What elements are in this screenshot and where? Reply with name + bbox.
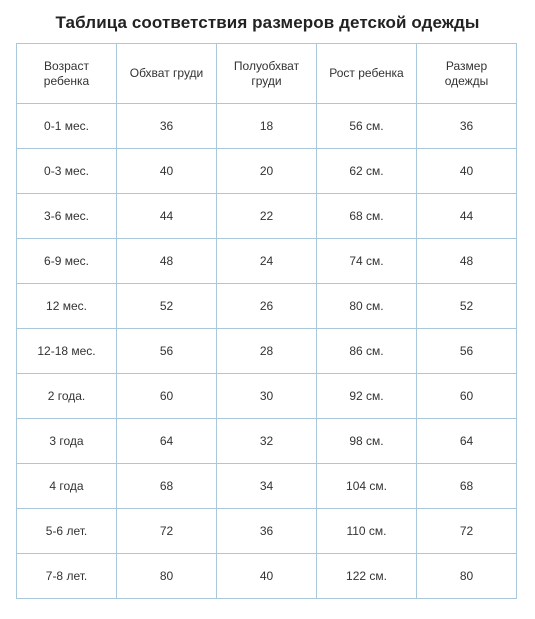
cell-age: 3 года [17, 419, 117, 464]
header-half-chest-line2: груди [251, 73, 282, 88]
cell-chest: 52 [117, 284, 217, 329]
cell-height: 68 см. [317, 194, 417, 239]
cell-age: 2 года. [17, 374, 117, 419]
cell-age: 4 года [17, 464, 117, 509]
cell-age: 0-1 мес. [17, 104, 117, 149]
header-height-line1: Рост ребенка [329, 66, 404, 80]
cell-age: 3-6 мес. [17, 194, 117, 239]
table-body [17, 104, 517, 599]
header-clothing-size-line2: одежды [444, 73, 489, 88]
header-chest-line1: Обхват груди [129, 66, 204, 80]
cell-chest: 72 [117, 509, 217, 554]
cell-chest: 48 [117, 239, 217, 284]
cell-clothing-size: 52 [417, 284, 517, 329]
table-row [17, 419, 517, 464]
cell-chest: 68 [117, 464, 217, 509]
table-header [17, 44, 517, 104]
cell-half-chest: 22 [217, 194, 317, 239]
header-age-line1: Возраст [44, 58, 89, 73]
page-title: Таблица соответствия размеров детской одежды [55, 13, 480, 32]
cell-half-chest: 20 [217, 149, 317, 194]
cell-clothing-size: 72 [417, 509, 517, 554]
cell-height: 62 см. [317, 149, 417, 194]
cell-half-chest: 30 [217, 374, 317, 419]
cell-clothing-size: 36 [417, 104, 517, 149]
cell-clothing-size: 80 [417, 554, 517, 599]
cell-height: 74 см. [317, 239, 417, 284]
cell-height: 80 см. [317, 284, 417, 329]
header-half-chest-line1: Полуобхват [233, 58, 300, 73]
cell-half-chest: 36 [217, 509, 317, 554]
cell-age: 5-6 лет. [17, 509, 117, 554]
cell-chest: 56 [117, 329, 217, 374]
header-age-line2: ребенка [43, 73, 90, 88]
cell-clothing-size: 64 [417, 419, 517, 464]
cell-half-chest: 28 [217, 329, 317, 374]
cell-clothing-size: 56 [417, 329, 517, 374]
cell-height: 110 см. [317, 509, 417, 554]
cell-chest: 64 [117, 419, 217, 464]
cell-height: 98 см. [317, 419, 417, 464]
table-row [17, 329, 517, 374]
cell-age: 7-8 лет. [17, 554, 117, 599]
cell-chest: 60 [117, 374, 217, 419]
table-row [17, 509, 517, 554]
cell-half-chest: 32 [217, 419, 317, 464]
table-row [17, 284, 517, 329]
cell-half-chest: 34 [217, 464, 317, 509]
table-row [17, 239, 517, 284]
cell-clothing-size: 44 [417, 194, 517, 239]
cell-clothing-size: 60 [417, 374, 517, 419]
cell-age: 12 мес. [17, 284, 117, 329]
cell-chest: 80 [117, 554, 217, 599]
cell-half-chest: 40 [217, 554, 317, 599]
header-clothing-size [417, 44, 517, 104]
table-row [17, 464, 517, 509]
cell-chest: 40 [117, 149, 217, 194]
table-row [17, 554, 517, 599]
cell-height: 56 см. [317, 104, 417, 149]
cell-half-chest: 24 [217, 239, 317, 284]
cell-half-chest: 18 [217, 104, 317, 149]
table-row [17, 104, 517, 149]
table-row [17, 374, 517, 419]
size-chart-table [16, 43, 517, 599]
cell-age: 12-18 мес. [17, 329, 117, 374]
table-row [17, 149, 517, 194]
header-row [17, 44, 517, 104]
header-chest [117, 44, 217, 104]
cell-clothing-size: 48 [417, 239, 517, 284]
cell-half-chest: 26 [217, 284, 317, 329]
header-half-chest [217, 44, 317, 104]
cell-age: 0-3 мес. [17, 149, 117, 194]
cell-height: 92 см. [317, 374, 417, 419]
cell-chest: 44 [117, 194, 217, 239]
header-age [17, 44, 117, 104]
cell-clothing-size: 40 [417, 149, 517, 194]
header-height [317, 44, 417, 104]
cell-chest: 36 [117, 104, 217, 149]
table-row [17, 194, 517, 239]
cell-height: 86 см. [317, 329, 417, 374]
header-clothing-size-line1: Размер [445, 58, 488, 73]
cell-height: 122 см. [317, 554, 417, 599]
cell-clothing-size: 68 [417, 464, 517, 509]
cell-age: 6-9 мес. [17, 239, 117, 284]
cell-height: 104 см. [317, 464, 417, 509]
